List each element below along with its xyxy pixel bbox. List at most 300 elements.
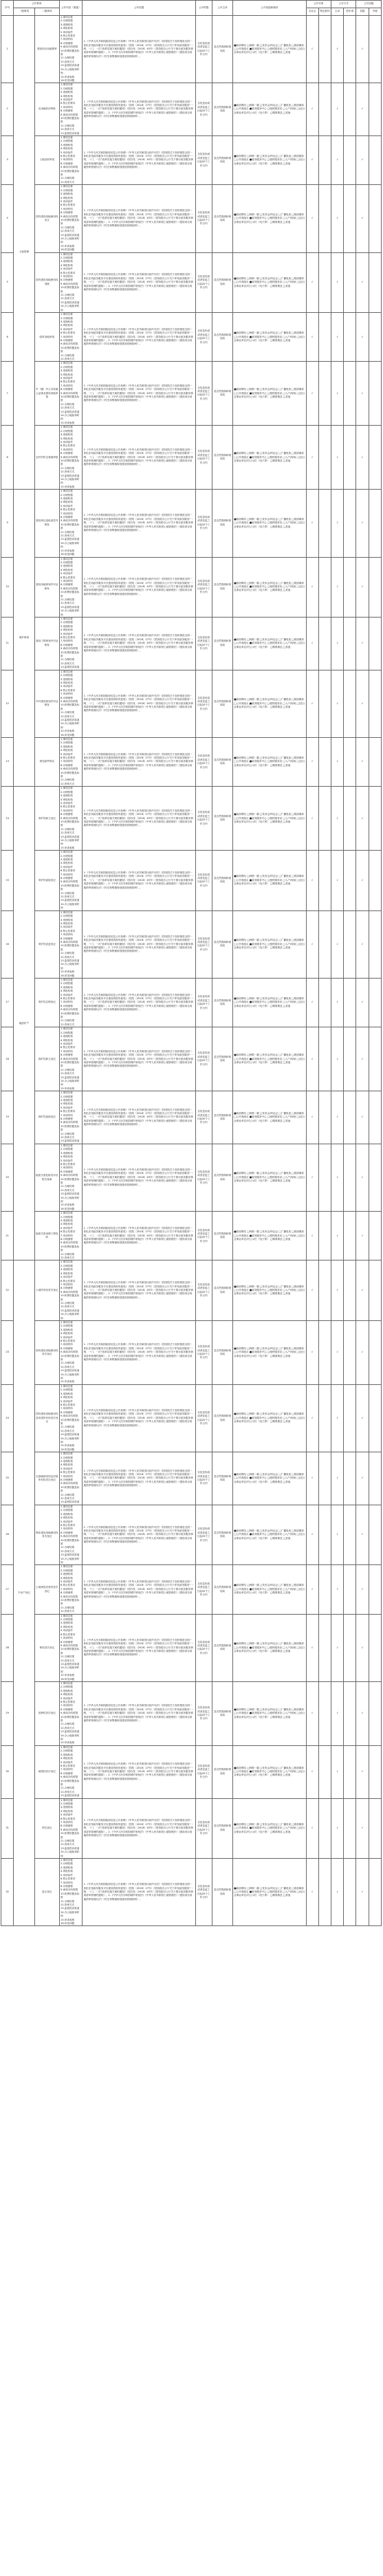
row-method-active: √ xyxy=(331,979,343,1027)
content-item: 10.收费依据及标准 xyxy=(61,1060,80,1068)
row-seq: 16 xyxy=(1,910,14,978)
row-content xyxy=(60,738,83,787)
row-object-specific xyxy=(318,979,331,1027)
row-subject: 县自然资源和规划局 xyxy=(212,1027,232,1091)
table-row xyxy=(1,426,382,490)
content-item: 7.申请材料 xyxy=(61,1001,73,1004)
row-object-all: √ xyxy=(306,670,318,737)
row-object-all: √ xyxy=(306,1212,318,1260)
content-item: 7.申请材料 xyxy=(61,1704,73,1707)
row-method-apply xyxy=(344,83,356,136)
content-item: 8.办理流程 xyxy=(61,1004,73,1007)
table-row xyxy=(1,1320,382,1384)
row-content xyxy=(60,670,83,737)
content-item: 5.申请条件 xyxy=(61,98,73,101)
content-item: 8.办理流程 xyxy=(61,388,73,391)
table-row xyxy=(1,1681,382,1745)
row-object-specific xyxy=(318,1505,331,1565)
content-item: 3.受理机构 xyxy=(61,985,73,989)
content-item: 7.申请材料 xyxy=(61,1474,73,1478)
table-row xyxy=(1,1260,382,1321)
row-content xyxy=(60,1505,83,1565)
row-object-specific xyxy=(318,557,331,618)
content-item: 15.申请表格 xyxy=(61,421,75,424)
content-item: 12.咨询方式 xyxy=(61,602,75,605)
row-content xyxy=(60,1745,83,1798)
row-subject: 县自然资源和规划局 xyxy=(212,1384,232,1452)
row-method-active: √ xyxy=(331,787,343,851)
content-item: 11.办理结果 xyxy=(61,1301,75,1305)
row-object-specific xyxy=(318,1681,331,1745)
content-item: 13.监督投诉渠道 xyxy=(61,605,80,609)
row-method-active: √ xyxy=(331,426,343,490)
row-channel: ■政府网站 □两微一端 □发布会/听证会 □广播电视 □纸质媒体 □公开查阅点 ■政务服务中心 □便民服务站 □入户/现场 □社区/企事业单位/村公示栏（电子屏） □精准推送 □其他 xyxy=(233,1745,306,1798)
header-object-specific: 特定群体 xyxy=(318,8,331,16)
content-item: 4.审批机构 xyxy=(61,1693,73,1696)
content-item: 13.监督投诉渠道 xyxy=(61,474,80,477)
row-time: 自信息形成或者变更之日起20个工作日内 xyxy=(195,313,212,362)
row-basis: 1.《中华人民共和国政府信息公开条例》《中华人民共和国行政许可法》《国务院关于加快推进全国一体化在线政务服务平台建设的指导意见》（国发〔2018〕27号）《国务院办公厅关于印发政务服务“一网、一门、一次”改革实施方案的通知》（国办发〔2018〕45号）《国务院办公厅关于推行政务服务事项清单管理的通知》。2.《中华人民共和国城乡规划法》《中华人民共和国土地管理法》《建设项目用地预审管理办法》《村庄和集镇规划建设管理条例》。 xyxy=(83,1384,195,1452)
content-item: 13.监督投诉渠道 xyxy=(61,1730,80,1734)
content-item: 10.收费依据及标准 xyxy=(61,1538,80,1545)
row-subject: 县自然资源和规划局 xyxy=(212,618,232,670)
row-level2: 乡村建设规划许可证核发 xyxy=(34,670,59,737)
row-time: 自信息形成或者变更之日起20个工作日内 xyxy=(195,1452,212,1505)
content-item: 6.禁止性要求 xyxy=(61,1471,76,1474)
content-item: 6.禁止性要求 xyxy=(61,576,76,579)
row-object-specific xyxy=(318,738,331,787)
row-subject: 县自然资源和规划局 xyxy=(212,1260,232,1321)
content-item: 4.审批机构 xyxy=(61,1271,73,1275)
content-item: 10.收费依据及标准 xyxy=(61,169,80,177)
row-content xyxy=(60,1859,83,1926)
row-object-all: √ xyxy=(306,1859,318,1926)
row-level-county: √ xyxy=(356,1091,369,1144)
content-item: 5.申请条件 xyxy=(61,752,73,756)
content-item: 10.收费依据及标准 xyxy=(61,703,80,710)
content-item: 2.办理依据 xyxy=(61,316,73,320)
content-item: 4.审批机构 xyxy=(61,921,73,925)
row-subject: 县自然资源和规划局 xyxy=(212,490,232,557)
content-item: 8.办理流程 xyxy=(61,1707,73,1711)
row-object-specific xyxy=(318,1452,331,1505)
row-content xyxy=(60,490,83,557)
row-level-town xyxy=(369,1320,381,1384)
content-item: 6.禁止性要求 xyxy=(61,155,76,158)
content-item: 15.申请表格 xyxy=(61,1444,75,1448)
content-item: 1.事项名称 xyxy=(61,1320,73,1324)
content-item: 10.收费依据及标准 xyxy=(61,1294,80,1301)
content-item: 13.监督投诉渠道 xyxy=(61,131,80,135)
content-item: 1.事项名称 xyxy=(61,1505,73,1508)
table-row xyxy=(1,1859,382,1926)
row-seq: 6 xyxy=(1,313,14,362)
content-item: 8.办理流程 xyxy=(61,1238,73,1241)
row-level2: 建设工程规划许可证核发 xyxy=(34,618,59,670)
row-time: 自信息形成或者变更之日起20个工作日内 xyxy=(195,1384,212,1452)
row-channel: ■政府网站 □两微一端 □发布会/听证会 □广播电视 □纸质媒体 □公开查阅点 ■政务服务中心 □便民服务站 □入户/现场 □社区/企事业单位/村公示栏（电子屏） □精准推送 □其他 xyxy=(233,670,306,737)
row-basis: 1.《中华人民共和国政府信息公开条例》《中华人民共和国行政许可法》《国务院关于加快推进全国一体化在线政务服务平台建设的指导意见》（国发〔2018〕27号）《国务院办公厅关于印发政务服务“一网、一门、一次”改革实施方案的通知》（国办发〔2018〕45号）《国务院办公厅关于推行政务服务事项清单管理的通知》。2.《中华人民共和国城乡规划法》《中华人民共和国土地管理法》《建设项目用地预审管理办法》《村庄和集镇规划建设管理条例》。 xyxy=(83,1745,195,1798)
row-level-county: √ xyxy=(356,83,369,136)
table-row xyxy=(1,851,382,911)
row-object-specific xyxy=(318,1859,331,1926)
row-content xyxy=(60,1027,83,1091)
row-content xyxy=(60,1320,83,1384)
content-item: 2.办理依据 xyxy=(61,854,73,858)
content-item: 3.受理机构 xyxy=(61,1753,73,1756)
content-item: 14.办公地址和时间 xyxy=(61,609,80,616)
row-channel: ■政府网站 □两微一端 □发布会/听证会 □广播电视 □纸质媒体 □公开查阅点 ■政务服务中心 □便民服务站 □入户/现场 □社区/企事业单位/村公示栏（电子屏） □精准推送 □其他 xyxy=(233,16,306,83)
row-level2: 乡（镇）村公共设施公益事业建设用地审批 xyxy=(34,362,59,426)
content-item: 4.审批机构 xyxy=(61,1757,73,1760)
content-item: 11.办理结果 xyxy=(61,177,75,180)
row-method-apply xyxy=(344,490,356,557)
content-item: 12.咨询方式 xyxy=(61,1549,75,1553)
content-item: 10.收费依据及标准 xyxy=(61,1485,80,1493)
row-basis: 1.《中华人民共和国政府信息公开条例》《中华人民共和国行政许可法》《国务院关于加快推进全国一体化在线政务服务平台建设的指导意见》（国发〔2018〕27号）《国务院办公厅关于印发政务服务“一网、一门、一次”改革实施方案的通知》（国办发〔2018〕45号）《国务院办公厅关于推行政务服务事项清单管理的通知》。2.《中华人民共和国城乡规划法》《中华人民共和国土地管理法》《建设项目用地预审管理办法》《村庄和集镇规划建设管理条例》。 xyxy=(83,1798,195,1859)
row-channel: ■政府网站 □两微一端 □发布会/听证会 □广播电视 □纸质媒体 □公开查阅点 ■政务服务中心 □便民服务站 □入户/现场 □社区/企事业单位/村公示栏（电子屏） □精准推送 □其他 xyxy=(233,1260,306,1321)
row-object-all: √ xyxy=(306,557,318,618)
content-item: 15.申请表格 xyxy=(61,244,75,248)
content-item: 9.承诺办结时限 xyxy=(61,1121,78,1124)
content-item: 8.办理流程 xyxy=(61,583,73,587)
content-item: 4.审批机构 xyxy=(61,263,73,267)
content-item: 13.监督投诉渠道 xyxy=(61,718,80,721)
row-level-town xyxy=(369,1859,381,1926)
content-item: 13.监督投诉渠道 xyxy=(61,835,80,838)
row-method-apply xyxy=(344,670,356,737)
content-item: 13.监督投诉渠道 xyxy=(61,64,80,67)
row-subject: 县自然资源和规划局 xyxy=(212,83,232,136)
content-item: 14.办公地址和时间 xyxy=(61,477,80,485)
content-item: 3.受理机构 xyxy=(61,1219,73,1222)
content-item: 1.事项名称 xyxy=(61,252,73,256)
row-object-all: √ xyxy=(306,618,318,670)
row-level-county: √ xyxy=(356,670,369,737)
row-object-all: √ xyxy=(306,426,318,490)
row-object-specific xyxy=(318,1091,331,1144)
content-item: 7.申请材料 xyxy=(61,1407,73,1410)
row-object-all: √ xyxy=(306,490,318,557)
row-subject: 县自然资源和规划局 xyxy=(212,362,232,426)
content-item: 14.办公地址和时间 xyxy=(61,1851,80,1857)
header-subject: 公开主体 xyxy=(212,1,232,16)
row-time: 自信息形成或者变更之日起20个工作日内 xyxy=(195,1260,212,1321)
content-item: 10.收费依据及标准 xyxy=(61,1177,80,1184)
content-item: 12.咨询方式 xyxy=(61,470,75,474)
content-item: 1.事项名称 xyxy=(61,426,73,429)
content-item: 7.申请材料 xyxy=(61,105,73,109)
header-level2: 二级事项 xyxy=(34,8,59,16)
row-level2: 宅基地使用权及房屋所有权首次登记 xyxy=(34,1452,59,1505)
row-time: 自信息形成或者变更之日起20个工作日内 xyxy=(195,16,212,83)
content-item: 2.办理依据 xyxy=(61,1095,73,1098)
content-item: 9.承诺办结时限 xyxy=(61,880,78,884)
table-row xyxy=(1,136,382,185)
content-item: 1.事项名称 xyxy=(61,362,73,365)
row-level-county: √ xyxy=(356,1027,369,1091)
row-object-specific xyxy=(318,1745,331,1798)
content-item: 14.办公地址和时间 xyxy=(61,838,80,846)
content-item: 6.禁止性要求 xyxy=(61,1340,76,1342)
row-method-active: √ xyxy=(331,851,343,911)
content-item: 7.申请材料 xyxy=(61,1282,73,1286)
content-item: 7.申请材料 xyxy=(61,158,73,162)
content-item: 8.办理流程 xyxy=(61,109,73,113)
row-seq: 14 xyxy=(1,787,14,851)
row-method-apply xyxy=(344,1320,356,1384)
row-method-apply xyxy=(344,1212,356,1260)
row-object-specific xyxy=(318,1212,331,1260)
table-row xyxy=(1,185,382,252)
content-item: 3.受理机构 xyxy=(61,433,73,437)
row-method-active: √ xyxy=(331,185,343,252)
row-method-active: √ xyxy=(331,136,343,185)
content-item: 8.办理流程 xyxy=(61,1640,73,1644)
row-seq: 11 xyxy=(1,618,14,670)
row-seq: 21 xyxy=(1,1212,14,1260)
row-level-town xyxy=(369,1745,381,1798)
row-subject: 县自然资源和规划局 xyxy=(212,1452,232,1505)
content-item: 14.办公地址和时间 xyxy=(61,237,80,244)
row-level-county: √ xyxy=(356,1505,369,1565)
row-channel: ■政府网站 □两微一端 □发布会/听证会 □广播电视 □纸质媒体 □公开查阅点 ■政务服务中心 □便民服务站 □入户/现场 □社区/企事业单位/村公示栏（电子屏） □精准推送 □其他 xyxy=(233,362,306,426)
content-item: 8.办理流程 xyxy=(61,162,73,165)
content-item: 15.申请表格 xyxy=(61,846,75,849)
row-level2: 地质灾害治理工程验收 xyxy=(34,1212,59,1260)
content-item: 3.受理机构 xyxy=(61,565,73,568)
content-item: 11.办理结果 xyxy=(61,658,75,662)
row-channel: ■政府网站 □两微一端 □发布会/听证会 □广播电视 □纸质媒体 □公开查阅点 ■政务服务中心 □便民服务站 □入户/现场 □社区/企事业单位/村公示栏（电子屏） □精准推送 □其他 xyxy=(233,1320,306,1384)
content-item: 10.收费依据及标准 xyxy=(61,218,80,226)
table-row xyxy=(1,1505,382,1565)
header-method-apply: 依申请 xyxy=(344,8,356,16)
content-item: 4.审批机构 xyxy=(61,94,73,98)
row-channel: ■政府网站 □两微一端 □发布会/听证会 □广播电视 □纸质媒体 □公开查阅点 ■政务服务中心 □便民服务站 □入户/现场 □社区/企事业单位/村公示栏（电子屏） □精准推送 □其他 xyxy=(233,557,306,618)
row-object-all: √ xyxy=(306,136,318,185)
row-object-all: √ xyxy=(306,1091,318,1144)
row-level2: 更正登记 xyxy=(34,1859,59,1926)
content-item: 11.办理结果 xyxy=(61,56,75,60)
content-item: 9.承诺办结时限 xyxy=(61,1351,78,1354)
row-level-town xyxy=(369,1452,381,1505)
table-row xyxy=(1,910,382,978)
header-method-active: 主动 xyxy=(331,8,343,16)
row-subject: 县自然资源和规划局 xyxy=(212,1320,232,1384)
table-row xyxy=(1,1745,382,1798)
row-content xyxy=(60,83,83,136)
row-seq: 19 xyxy=(1,1091,14,1144)
row-subject: 县自然资源和规划局 xyxy=(212,851,232,911)
content-item: 9.承诺办结时限 xyxy=(61,1644,78,1647)
row-basis: 1.《中华人民共和国政府信息公开条例》《中华人民共和国行政许可法》《国务院关于加快推进全国一体化在线政务服务平台建设的指导意见》（国发〔2018〕27号）《国务院办公厅关于印发政务服务“一网、一门、一次”改革实施方案的通知》（国办发〔2018〕45号）《国务院办公厅关于推行政务服务事项清单管理的通知》。2.《中华人民共和国城乡规划法》《中华人民共和国土地管理法》《建设项目用地预审管理办法》《村庄和集镇规划建设管理条例》。 xyxy=(83,362,195,426)
content-item: 2.办理依据 xyxy=(61,19,73,23)
content-item: 6.禁止性要求 xyxy=(61,1046,76,1049)
row-level2: 建设项目用地预审 xyxy=(34,16,59,83)
content-item: 14.办公地址和时间 xyxy=(61,722,80,729)
content-item: 7.申请材料 xyxy=(61,1637,73,1640)
content-item: 14.办公地址和时间 xyxy=(61,1313,80,1320)
content-item: 6.禁止性要求 xyxy=(61,1403,76,1406)
row-method-active: √ xyxy=(331,1565,343,1614)
content-item: 9.承诺办结时限 xyxy=(61,699,78,703)
content-item: 13.监督投诉渠道 xyxy=(61,899,80,902)
content-item: 12.咨询方式 xyxy=(61,60,75,63)
content-item: 9.承诺办结时限 xyxy=(61,1241,78,1245)
row-level2: 国有建设用地使用权划拨 xyxy=(34,252,59,313)
content-item: 4.审批机构 xyxy=(61,568,73,571)
row-level-county: √ xyxy=(356,738,369,787)
row-basis: 1.《中华人民共和国政府信息公开条例》《中华人民共和国行政许可法》《国务院关于加快推进全国一体化在线政务服务平台建设的指导意见》（国发〔2018〕27号）《国务院办公厅关于印发政务服务“一网、一门、一次”改革实施方案的通知》（国办发〔2018〕45号）《国务院办公厅关于推行政务服务事项清单管理的通知》。2.《中华人民共和国城乡规划法》《中华人民共和国土地管理法》《建设项目用地预审管理办法》《村庄和集镇规划建设管理条例》。 xyxy=(83,1320,195,1384)
content-item: 6.禁止性要求 xyxy=(61,929,76,932)
row-object-specific xyxy=(318,1614,331,1681)
content-item: 13.监督投诉渠道 xyxy=(61,1553,80,1557)
content-item: 13.监督投诉渠道 xyxy=(61,1794,80,1798)
content-item: 1.事项名称 xyxy=(61,16,73,19)
table-row xyxy=(1,1384,382,1452)
content-item: 11.办理结果 xyxy=(61,466,75,470)
row-content xyxy=(60,787,83,851)
content-item: 5.申请条件 xyxy=(61,1580,73,1583)
content-item: 1.事项名称 xyxy=(61,185,73,188)
row-level2: 国有建设用地使用权首次登记 xyxy=(34,1320,59,1384)
row-object-all: √ xyxy=(306,1614,318,1681)
table-row xyxy=(1,1144,382,1211)
table-row xyxy=(1,252,382,313)
content-item: 1.事项名称 xyxy=(61,313,73,316)
row-level-town xyxy=(369,1505,381,1565)
content-item: 6.禁止性要求 xyxy=(61,1110,76,1113)
row-seq: 12 xyxy=(1,670,14,737)
content-item: 5.申请条件 xyxy=(61,1276,73,1279)
content-item: 13.监督投诉渠道 xyxy=(61,233,80,237)
content-item: 3.受理机构 xyxy=(61,1460,73,1463)
row-basis: 1.《中华人民共和国政府信息公开条例》《中华人民共和国行政许可法》《国务院关于加快推进全国一体化在线政务服务平台建设的指导意见》（国发〔2018〕27号）《国务院办公厅关于印发政务服务“一网、一门、一次”改革实施方案的通知》（国办发〔2018〕45号）《国务院办公厅关于推行政务服务事项清单管理的通知》。2.《中华人民共和国城乡规划法》《中华人民共和国土地管理法》《建设项目用地预审管理办法》《村庄和集镇规划建设管理条例》。 xyxy=(83,136,195,185)
content-item: 9.承诺办结时限 xyxy=(61,1174,78,1177)
row-channel: ■政府网站 □两微一端 □发布会/听证会 □广播电视 □纸质媒体 □公开查阅点 ■政务服务中心 □便民服务站 □入户/现场 □社区/企事业单位/村公示栏（电子屏） □精准推送 □其他 xyxy=(233,1681,306,1745)
row-basis: 1.《中华人民共和国政府信息公开条例》《中华人民共和国行政许可法》《国务院关于加快推进全国一体化在线政务服务平台建设的指导意见》（国发〔2018〕27号）《国务院办公厅关于印发政务服务“一网、一门、一次”改革实施方案的通知》（国办发〔2018〕45号）《国务院办公厅关于推行政务服务事项清单管理的通知》。2.《中华人民共和国城乡规划法》《中华人民共和国土地管理法》《建设项目用地预审管理办法》《村庄和集镇规划建设管理条例》。 xyxy=(83,252,195,313)
content-item: 7.申请材料 xyxy=(61,448,73,451)
content-item: 14.办公地址和时间 xyxy=(61,305,80,312)
content-item: 2.办理依据 xyxy=(61,365,73,369)
content-item: 8.办理流程 xyxy=(61,1054,73,1057)
content-item: 12.咨询方式 xyxy=(61,831,75,835)
content-item: 1.事项名称 xyxy=(61,136,73,139)
row-level2: 采矿权新立登记 xyxy=(34,787,59,851)
content-item: 11.办理结果 xyxy=(61,1899,75,1903)
row-method-apply xyxy=(344,1452,356,1505)
content-item: 1.事项名称 xyxy=(61,1260,73,1264)
content-item: 12.咨询方式 xyxy=(61,357,75,360)
content-item: 11.办理结果 xyxy=(61,711,75,714)
row-level-town xyxy=(369,1614,381,1681)
row-level-county: √ xyxy=(356,1384,369,1452)
table-row xyxy=(1,1798,382,1859)
row-content xyxy=(60,16,83,83)
table-row xyxy=(1,490,382,557)
content-item: 9.承诺办结时限 xyxy=(61,391,78,395)
row-method-apply xyxy=(344,979,356,1027)
row-level2: 农用地转用审批 xyxy=(34,83,59,136)
content-item: 8.办理流程 xyxy=(61,1591,73,1595)
content-item: 5.申请条件 xyxy=(61,327,73,331)
row-level1: 土地管理 xyxy=(14,16,34,490)
row-subject: 县自然资源和规划局 xyxy=(212,670,232,737)
row-content xyxy=(60,851,83,911)
row-level-county: √ xyxy=(356,787,369,851)
row-level2: 采矿权注销登记 xyxy=(34,979,59,1027)
row-seq: 4 xyxy=(1,185,14,252)
content-item: 11.办理结果 xyxy=(61,530,75,534)
content-item: 1.事项名称 xyxy=(61,1091,73,1095)
row-object-specific xyxy=(318,618,331,670)
row-object-specific xyxy=(318,1798,331,1859)
content-item: 11.办理结果 xyxy=(61,1546,75,1549)
content-item: 13.监督投诉渠道 xyxy=(61,1907,80,1910)
content-item: 2.办理依据 xyxy=(61,741,73,745)
row-seq: 18 xyxy=(1,1027,14,1091)
row-subject: 县自然资源和规划局 xyxy=(212,185,232,252)
row-method-apply xyxy=(344,1027,356,1091)
row-content xyxy=(60,313,83,362)
row-seq: 29 xyxy=(1,1681,14,1745)
row-subject: 县自然资源和规划局 xyxy=(212,1144,232,1211)
content-item: 9.承诺办结时限 xyxy=(61,166,78,169)
row-level-county: √ xyxy=(356,1452,369,1505)
content-item: 4.审批机构 xyxy=(61,1223,73,1226)
row-object-all: √ xyxy=(306,1681,318,1745)
row-basis: 1.《中华人民共和国政府信息公开条例》《中华人民共和国行政许可法》《国务院关于加快推进全国一体化在线政务服务平台建设的指导意见》（国发〔2018〕27号）《国务院办公厅关于印发政务服务“一网、一门、一次”改革实施方案的通知》（国办发〔2018〕45号）《国务院办公厅关于推行政务服务事项清单管理的通知》。2.《中华人民共和国城乡规划法》《中华人民共和国土地管理法》《建设项目用地预审管理办法》《村庄和集镇规划建设管理条例》。 xyxy=(83,979,195,1027)
content-item: 1.事项名称 xyxy=(61,1144,73,1147)
content-item: 2.办理依据 xyxy=(61,1509,73,1512)
content-item: 3.受理机构 xyxy=(61,1268,73,1271)
content-item: 12.咨询方式 xyxy=(61,1790,75,1793)
row-level-town xyxy=(369,1091,381,1144)
content-item: 15.申请表格 xyxy=(61,970,75,974)
row-level-town xyxy=(369,16,381,83)
content-item: 3.受理机构 xyxy=(61,1689,73,1692)
row-level2: 土地所有权首次登记 xyxy=(34,1260,59,1321)
content-item: 8.办理流程 xyxy=(61,516,73,519)
content-item: 3.受理机构 xyxy=(61,23,73,26)
row-subject: 县自然资源和规划局 xyxy=(212,1212,232,1260)
content-item: 4.审批机构 xyxy=(61,1038,73,1042)
row-level-town xyxy=(369,1260,381,1321)
row-seq: 5 xyxy=(1,252,14,313)
disclosure-table xyxy=(1,0,382,1926)
content-item: 2.办理依据 xyxy=(61,1862,73,1866)
content-item: 10.收费依据及标准 xyxy=(61,1124,80,1132)
content-item: 5.申请条件 xyxy=(61,1159,73,1162)
content-item: 9.承诺办结时限 xyxy=(61,1828,78,1831)
row-channel: ■政府网站 □两微一端 □发布会/听证会 □广播电视 □纸质媒体 □公开查阅点 ■政务服务中心 □便民服务站 □入户/现场 □社区/企事业单位/村公示栏（电子屏） □精准推送 □其他 xyxy=(233,1505,306,1565)
row-channel: ■政府网站 □两微一端 □发布会/听证会 □广播电视 □纸质媒体 □公开查阅点 ■政务服务中心 □便民服务站 □入户/现场 □社区/企事业单位/村公示栏（电子屏） □精准推送 □其他 xyxy=(233,136,306,185)
content-item: 8.办理流程 xyxy=(61,1771,73,1775)
row-content xyxy=(60,1260,83,1321)
row-subject: 县自然资源和规划局 xyxy=(212,787,232,851)
content-item: 6.禁止性要求 xyxy=(61,508,76,512)
content-item: 3.受理机构 xyxy=(61,794,73,798)
row-subject: 县自然资源和规划局 xyxy=(212,1681,232,1745)
content-item: 1.事项名称 xyxy=(61,738,73,741)
content-item: 5.申请条件 xyxy=(61,801,73,805)
content-item: 5.申请条件 xyxy=(61,1399,73,1403)
content-item: 15.申请表格 xyxy=(61,1087,75,1090)
content-item: 4.审批机构 xyxy=(61,324,73,327)
content-item: 15.申请表格 xyxy=(61,75,75,78)
row-method-apply xyxy=(344,618,356,670)
content-item: 6.禁止性要求 xyxy=(61,805,76,809)
